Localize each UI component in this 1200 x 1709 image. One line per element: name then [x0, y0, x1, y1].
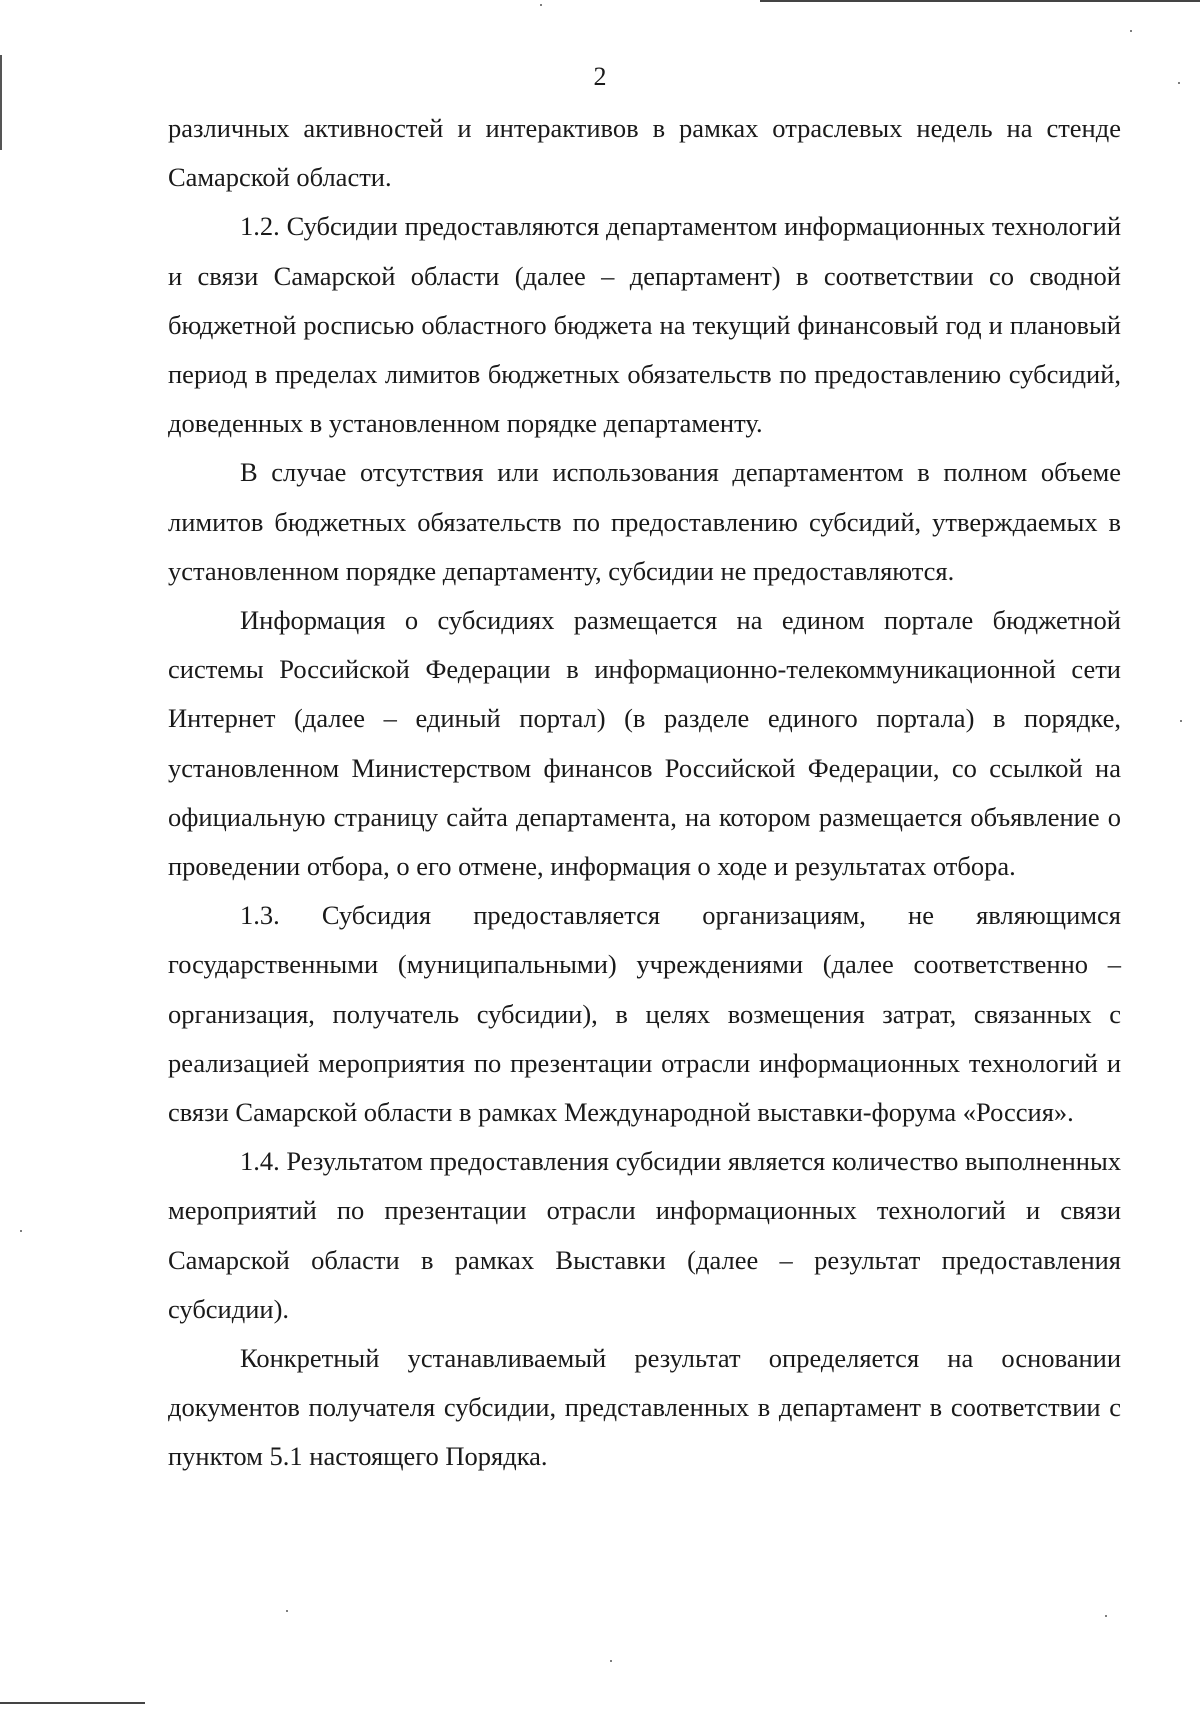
- scan-speck: [1130, 30, 1132, 32]
- paragraph-portal-info: Информация о субсидиях размещается на едином портале бюджетной системы Российской Федерации в информационно-телекоммуникационной сети Интернет (далее – единый портал) (в разделе единого портала) в порядке, установленном Министерством финансов Российской Федерации, со ссылкой на официальную страницу сайта департамента, на котором размещается объявление о проведении отбора, о его отмене, информация о ходе и результатах отбора.: [168, 605, 1121, 882]
- scan-edge-bottom: [0, 1702, 145, 1704]
- document-body: [168, 104, 1121, 1482]
- scan-speck: [610, 1660, 612, 1662]
- scan-speck: [540, 4, 542, 6]
- paragraph-1-2: 1.2. Субсидии предоставляются департаментом информационных технологий и связи Самарской области (далее – департамент) в соответствии со сводной бюджетной росписью областного бюджета на текущий финансовый год и плановый период в пределах лимитов бюджетных обязательств по предоставлению субсидий, доведенных в установленном порядке департаменту.: [168, 211, 1121, 439]
- paragraph-result: Конкретный устанавливаемый результат определяется на основании документов получателя субсидии, представленных в департамент в соответствии с пунктом 5.1 настоящего Порядка.: [168, 1343, 1121, 1472]
- scan-speck: [20, 1230, 22, 1232]
- paragraph-continuation: различных активностей и интерактивов в рамках отраслевых недель на стенде Самарской области.: [168, 113, 1121, 193]
- paragraph-1-4: 1.4. Результатом предоставления субсидии является количество выполненных мероприятий по презентации отрасли информационных технологий и связи Самарской области в рамках Выставки (далее – результат предоставления субсидии).: [168, 1146, 1121, 1324]
- scan-speck: [286, 1610, 288, 1612]
- paragraph-1-3: 1.3. Субсидия предоставляется организациям, не являющимся государственными (муниципальными) учреждениями (далее соответственно – организация, получатель субсидии), в целях возмещения затрат, связанных с реализацией мероприятия по презентации отрасли информационных технологий и связи Самарской области в рамках Международной выставки-форума «Россия».: [168, 900, 1121, 1128]
- scan-speck: [1105, 1615, 1107, 1617]
- scan-speck: [1180, 720, 1182, 722]
- scan-edge-top: [760, 0, 1200, 2]
- paragraph-limits: В случае отсутствия или использования департаментом в полном объеме лимитов бюджетных обязательств по предоставлению субсидий, утверждаемых в установленном порядке департаменту, субсидии не предоставляются.: [168, 457, 1121, 586]
- page-number: 2: [593, 62, 607, 91]
